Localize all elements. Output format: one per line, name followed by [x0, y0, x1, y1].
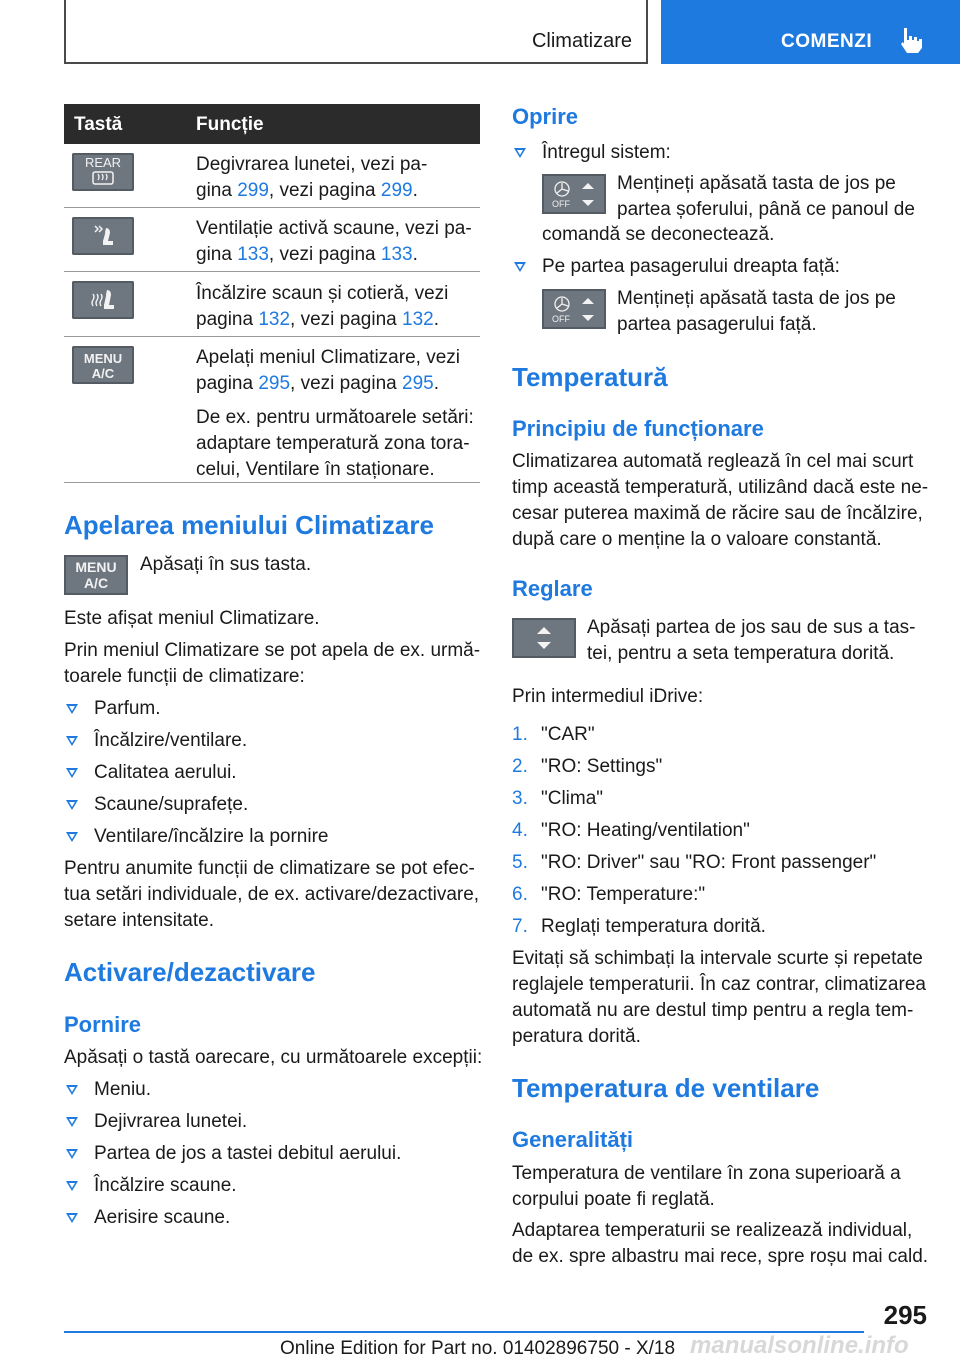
subheading-principiu: Principiu de funcționare [512, 416, 764, 441]
seat-ventilation-icon [88, 222, 118, 250]
menu-ac-key [72, 346, 134, 384]
page-link[interactable]: 295 [258, 373, 291, 394]
section-heading-activare: Activare/dezactivare [64, 957, 316, 987]
seat-heating-icon [88, 286, 118, 314]
table-divider [64, 336, 480, 337]
list-item: Scaune/suprafețe. [66, 792, 248, 818]
triangle-bullet-icon [514, 148, 526, 158]
fan-off-icon [548, 178, 602, 210]
triangle-bullet-icon [514, 262, 526, 272]
paragraph: Prin meniul Climatizare se pot apela de ex. urmă- toarele funcții de climatizare: [64, 640, 481, 687]
list-item: Aerisire scaune. [66, 1205, 230, 1231]
page-link[interactable]: 299 [237, 180, 269, 201]
header-title-box [64, 0, 648, 64]
triangle-bullet-icon [66, 736, 78, 746]
menu-ac-button [64, 555, 128, 595]
paragraph: Apăsați o tastă oarecare, cu următoarele excepții: [64, 1047, 483, 1068]
hand-pointer-icon [898, 26, 924, 54]
paragraph: Temperatura de ventilare în zona superioară a corpului poate fi reglată. [512, 1163, 901, 1210]
list-item: Meniu. [66, 1077, 151, 1103]
triangle-bullet-icon [66, 1117, 78, 1127]
rear-defrost-key [72, 153, 134, 191]
page-link[interactable]: 295 [402, 373, 434, 394]
rear-defrost-icon [92, 171, 114, 187]
paragraph: Prin intermediul iDrive: [512, 686, 704, 707]
subheading-pornire: Pornire [64, 1012, 142, 1037]
list-item: Dejivrarea lunetei. [66, 1109, 247, 1135]
chapter-title: Climatizare [531, 30, 632, 52]
menu-ac-icon: MENU A/C [83, 351, 123, 381]
table-row-function: Ventilație activă scaune, vezi pa- gina 133, vezi pagina 133. [196, 218, 472, 265]
list-item: Ventilare/încălzire la pornire [66, 824, 328, 850]
paragraph: Este afișat meniul Climatizare. [64, 608, 320, 629]
paragraph: Evitați să schimbați la intervale scurte și repetate reglajele temperaturii. În caz contrar, climatizarea automată nu are destul timp pentru a regla tem- peratura dorită. [512, 948, 926, 1047]
up-down-arrows-icon [532, 624, 556, 652]
svg-text:OFF: OFF [552, 314, 570, 324]
section-heading-ventilare: Temperatura de ventilare [512, 1073, 820, 1103]
instruction-text: Mențineți apăsată tasta de jos pe partea pasagerului față. [617, 288, 896, 335]
list-item: Pe partea pasagerului dreapta față: [514, 254, 840, 280]
page-link[interactable]: 132 [258, 309, 291, 330]
subheading-generalitati: Generalități [512, 1127, 634, 1152]
subheading-oprire: Oprire [512, 104, 579, 129]
instruction-text: comandă se deconectează. [542, 224, 775, 245]
table-divider [64, 271, 480, 272]
rear-key-label: REAR [84, 155, 122, 170]
svg-text:OFF: OFF [552, 199, 570, 209]
table-header [64, 104, 480, 144]
table-row-function: Apelați meniul Climatizare, vezi pagina 295, vezi pagina 295. De ex. pentru următoarele setări: adaptare temperatură zona tora- celui, Ventilare în staționare. [196, 347, 474, 480]
fan-off-icon [548, 293, 602, 325]
page-number: 295 [883, 1300, 927, 1330]
section-heading-temperatura: Temperatură [512, 362, 668, 392]
instruction-text: Apăsați în sus tasta. [140, 554, 312, 575]
instruction-text: Apăsați partea de jos sau de sus a tas- tei, pentru a seta temperatura dorită. [587, 617, 916, 664]
triangle-bullet-icon [66, 768, 78, 778]
paragraph: Pentru anumite funcții de climatizare se pot efec- tua setări individuale, de ex. activare/dezactivare, setare intensitate. [64, 858, 480, 931]
footer-edition-text: Online Edition for Part no. 01402896750 - X/18 [280, 1338, 676, 1359]
triangle-bullet-icon [66, 1181, 78, 1191]
seat-heating-key [72, 281, 134, 319]
page-link[interactable]: 133 [380, 244, 413, 265]
fan-off-button [542, 289, 606, 329]
triangle-bullet-icon [66, 1213, 78, 1223]
paragraph: Adaptarea temperaturii se realizează individual, de ex. spre albastru mai rece, spre roșu mai cald. [512, 1220, 929, 1267]
list-item: Calitatea aerului. [66, 760, 237, 786]
col-header-key: Tastă [74, 114, 123, 135]
paragraph: Climatizarea automată reglează în cel mai scurt timp această temperatură, utilizând dacă este ne- cesar puterea maximă de răcire sau de încălzire, după care o menține la o valoare constantă. [512, 451, 929, 550]
table-row-function: Degivrarea lunetei, vezi pa- gina 299, vezi pagina 299. [196, 154, 428, 201]
triangle-bullet-icon [66, 704, 78, 714]
page-link[interactable]: 132 [402, 309, 434, 330]
triangle-bullet-icon [66, 832, 78, 842]
list-item: Întregul sistem: [514, 140, 671, 166]
col-header-function: Funcție [196, 114, 264, 135]
instruction-text: Mențineți apăsată tasta de jos pe partea șoferului, până ce panoul de [617, 173, 915, 220]
triangle-bullet-icon [66, 1149, 78, 1159]
page-link[interactable]: 133 [237, 244, 269, 265]
table-divider [64, 482, 480, 483]
table-row-function: Încălzire scaun și cotieră, vezi pagina 132, vezi pagina 132. [196, 283, 449, 330]
table-divider [64, 207, 480, 208]
fan-off-button [542, 174, 606, 214]
watermark: manualsonline.info [690, 1332, 909, 1359]
section-tab-label: COMENZI [781, 31, 873, 52]
seat-ventilation-key [72, 217, 134, 255]
triangle-bullet-icon [66, 800, 78, 810]
menu-ac-icon: MENU A/C [75, 559, 117, 591]
list-item: Parfum. [66, 696, 161, 722]
section-tab-comenzi[interactable] [661, 0, 960, 64]
temperature-up-down-button [512, 618, 576, 658]
list-item: Încălzire scaune. [66, 1173, 237, 1199]
page-link[interactable]: 299 [380, 180, 413, 201]
list-item: Încălzire/ventilare. [66, 728, 247, 754]
section-heading-menu: Apelarea meniului Climatizare [64, 510, 434, 540]
subheading-reglare: Reglare [512, 576, 593, 601]
list-item: Partea de jos a tastei debitul aerului. [66, 1141, 401, 1167]
triangle-bullet-icon [66, 1085, 78, 1095]
